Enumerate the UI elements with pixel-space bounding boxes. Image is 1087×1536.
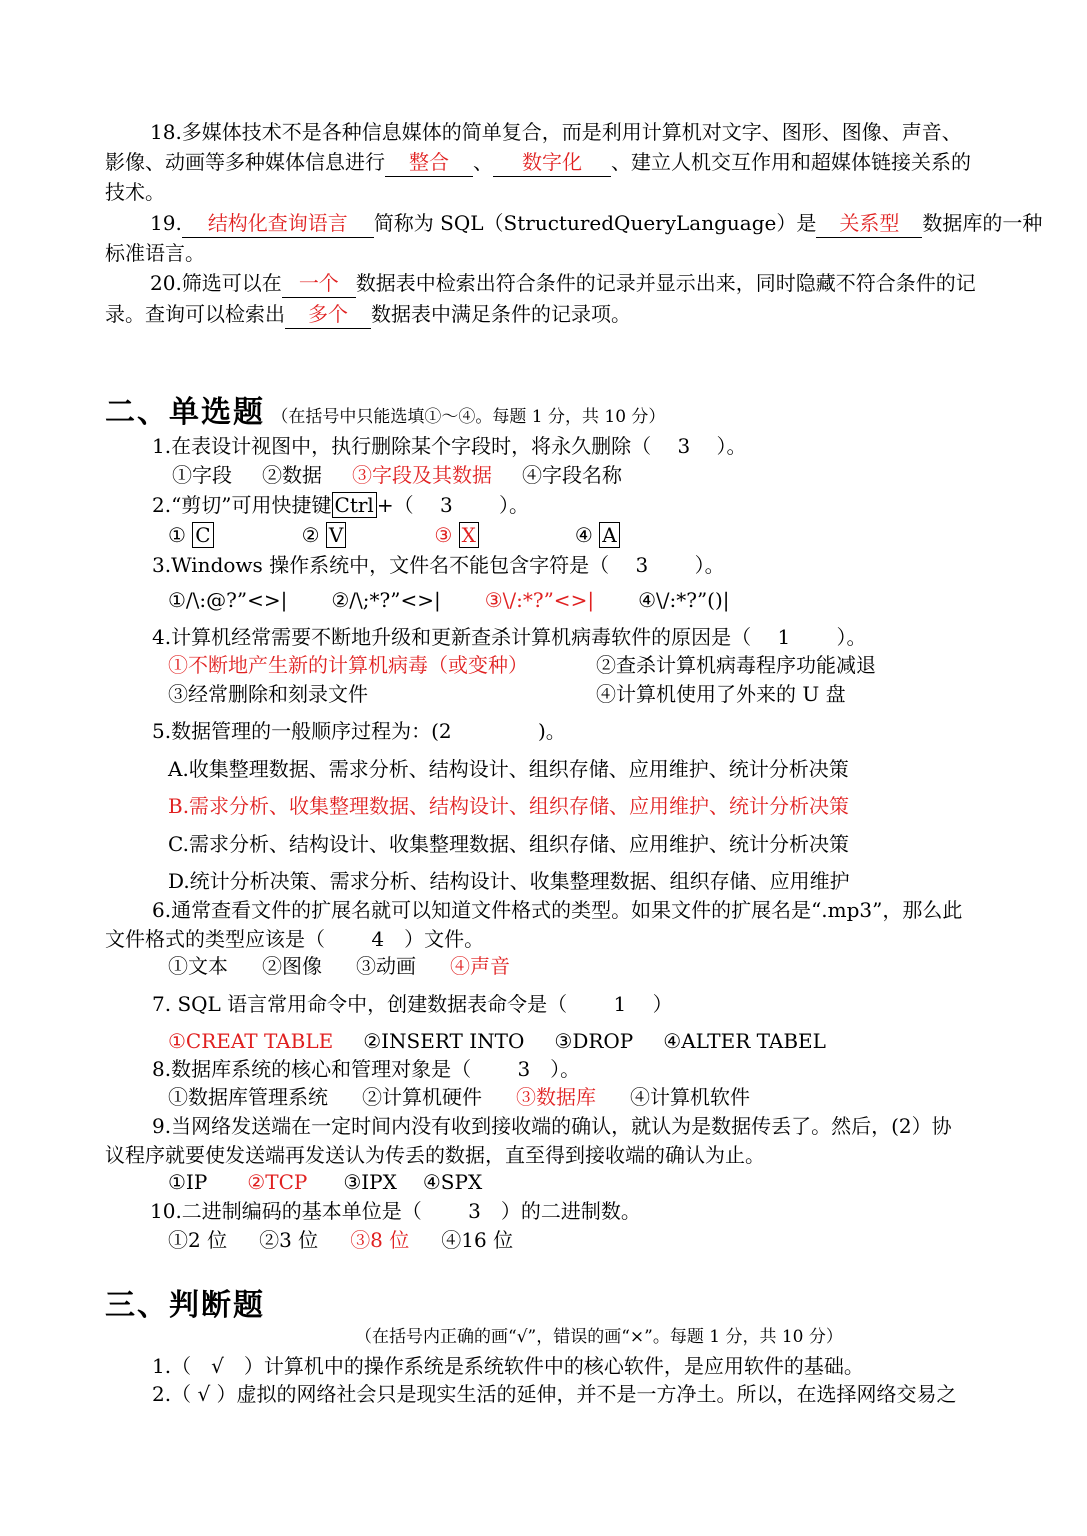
q3-option-4: ④\/:*?”()| [638,588,730,612]
q9-option-4: ④SPX [422,1170,483,1194]
q5-stem: 5.数据管理的一般顺序过程为：(2 )。 [152,719,566,743]
q2-options [168,521,620,549]
q8-option-1: ①数据库管理系统 [168,1085,328,1109]
section2-heading [105,394,665,436]
q9-option-3: ③IPX [343,1170,397,1194]
q6-options [168,952,510,980]
q20-answer-2: 多个 [285,300,371,329]
q5-option-c: C.需求分析、结构设计、收集整理数据、组织存储、应用维护、统计分析决策 [168,832,849,856]
q19-mid: 简称为 SQL（StructuredQueryLanguage）是 [373,211,817,235]
q19-line1 [150,209,1042,238]
q3-options [168,586,730,614]
q6-option-1: ①文本 [168,954,228,978]
q6-option-3: ③动画 [356,954,416,978]
q19-answer-1: 结构化查询语言 [182,209,374,238]
q1-option-1: ①字段 [172,463,232,487]
q6-stem-line2: 文件格式的类型应该是（ 4 ）文件。 [105,927,485,951]
q6-stem-line1: 6.通常查看文件的扩展名就可以知道文件格式的类型。如果文件的扩展名是“.mp3”，那么此 [152,898,963,922]
q10-option-4: ④16 位 [441,1228,514,1252]
q2-option-1-num: ① [168,523,186,547]
q20-line2-post: 数据表中满足条件的记录项。 [371,302,631,326]
q19-line2: 标准语言。 [105,241,205,265]
q19-post: 数据库的一种 [922,211,1043,235]
q18-line2 [105,148,971,177]
q20-mid: 数据表中检索出符合条件的记录并显示出来，同时隐藏不符合条件的记 [355,271,976,295]
q2-option-4-key: A [599,522,619,548]
q7-option-2: ②INSERT INTO [363,1029,525,1053]
section3-note: （在括号内正确的画“√”，错误的画“×”。每题 1 分，共 10 分） [355,1327,843,1347]
q1-options [172,461,622,489]
q20-line1 [150,269,976,298]
q2-option-3-num: ③ [434,523,453,547]
q5-option-a: A.收集整理数据、需求分析、结构设计、组织存储、应用维护、统计分析决策 [168,757,849,781]
q4-option-2: ②查杀计算机病毒程序功能减退 [596,653,876,677]
q1-option-3: ③字段及其数据 [352,463,492,487]
q2-stem-pre: 2.“剪切”可用快捷键 [152,493,332,517]
q7-options [168,1027,826,1055]
q18-text: 影像、动画等多种媒体信息进行 [105,150,385,174]
q4-stem: 4.计算机经常需要不断地升级和更新查杀计算机病毒软件的原因是（ 1 ）。 [152,625,867,649]
q2-option-2-key: V [326,522,346,548]
q10-stem: 10.二进制编码的基本单位是（ 3 ）的二进制数。 [150,1199,641,1223]
q2-option-3-key: X [459,522,479,548]
q7-stem: 7. SQL 语言常用命令中，创建数据表命令是（ 1 ） [152,992,673,1016]
q5-option-d: D.统计分析决策、需求分析、结构设计、收集整理数据、组织存储、应用维护 [168,869,850,893]
q9-option-2: ②TCP [247,1170,308,1194]
section3-title: 三、判断题 [105,1288,265,1323]
q18-line3: 技术。 [105,180,165,204]
judge-item-2: 2.（ √ ）虚拟的网络社会只是现实生活的延伸，并不是一方净土。所以，在选择网络交易之 [152,1382,957,1406]
q9-options [168,1168,482,1196]
q2-option-2-num: ② [301,523,320,547]
q9-option-1: ①IP [168,1170,208,1194]
judge-item-1: 1.（ √ ）计算机中的操作系统是系统软件中的核心软件，是应用软件的基础。 [152,1354,864,1378]
q19-num: 19. [150,211,182,235]
q8-option-4: ④计算机软件 [630,1085,750,1109]
q3-option-2: ②/\;*?”<>| [331,588,441,612]
q8-option-2: ②计算机硬件 [362,1085,482,1109]
q3-option-1: ①/\:@?”<>| [168,588,288,612]
q1-stem: 1.在表设计视图中，执行删除某个字段时，将永久删除（ 3 ）。 [152,434,747,458]
q18-answer-2: 数字化 [493,148,611,177]
q6-option-2: ②图像 [262,954,322,978]
q8-option-3: ③数据库 [516,1085,596,1109]
q20-pre: 20.筛选可以在 [150,271,282,295]
q3-option-3: ③\/:*?”<>| [484,588,595,612]
q7-option-3: ③DROP [554,1029,634,1053]
q2-option-1-key: C [192,522,213,548]
q9-stem-line2: 议程序就要使发送端再发送认为传丢的数据，直至得到接收端的确认为止。 [105,1143,765,1167]
q20-line2-pre: 录。查询可以检索出 [105,302,285,326]
q1-option-2: ②数据 [262,463,322,487]
q7-option-1: ①CREAT TABLE [168,1029,334,1053]
section2-note: （在括号中只能选填①～④。每题 1 分，共 10 分） [271,407,666,427]
q2-key-ctrl: Ctrl [332,492,377,518]
q19-answer-2: 关系型 [816,209,922,238]
q20-line2 [105,300,631,329]
q18-text-post: 、建立人机交互作用和超媒体链接关系的 [611,150,971,174]
q4-option-3: ③经常删除和刻录文件 [168,682,368,706]
q18-line1: 18.多媒体技术不是各种信息媒体的简单复合，而是利用计算机对文字、图形、图像、声音、 [150,120,962,144]
q8-options [168,1083,750,1111]
q10-option-2: ②3 位 [259,1228,319,1252]
q6-option-4: ④声音 [450,954,510,978]
q2-stem-post: +（ 3 ）。 [376,493,530,517]
q2-option-4-num: ④ [574,523,593,547]
q10-options [168,1226,513,1254]
q1-option-4: ④字段名称 [522,463,622,487]
q20-answer-1: 一个 [282,269,356,298]
q4-option-1: ①不断地产生新的计算机病毒（或变种） [168,653,528,677]
q8-stem: 8.数据库系统的核心和管理对象是（ 3 ）。 [152,1057,581,1081]
q9-stem-line1: 9.当网络发送端在一定时间内没有收到接收端的确认，就认为是数据传丢了。然后，(2）协 [152,1114,952,1138]
section2-title: 二、单选题 [105,395,265,430]
q18-answer-1: 整合 [385,148,473,177]
q7-option-4: ④ALTER TABEL [663,1029,826,1053]
q4-option-4: ④计算机使用了外来的 U 盘 [596,682,846,706]
q2-stem [152,491,529,519]
q10-option-1: ①2 位 [168,1228,228,1252]
q18-sep: 、 [473,150,493,174]
q10-option-3: ③8 位 [350,1228,410,1252]
q5-option-b: B.需求分析、收集整理数据、结构设计、组织存储、应用维护、统计分析决策 [168,794,850,818]
q3-stem: 3.Windows 操作系统中，文件名不能包含字符是（ 3 ）。 [152,553,725,577]
